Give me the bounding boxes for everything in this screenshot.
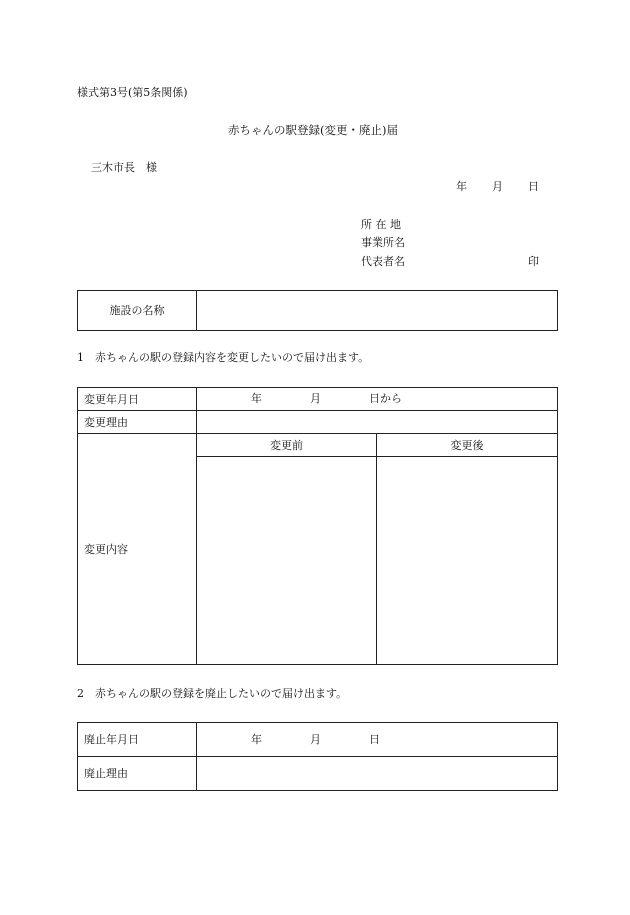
before-change-header: 変更前	[197, 434, 377, 457]
change-date-label: 変更年月日	[78, 388, 197, 411]
abolish-reason-label: 廃止理由	[78, 757, 197, 791]
after-change-field[interactable]	[377, 457, 558, 665]
before-change-field[interactable]	[197, 457, 377, 665]
representative-label: 代表者名	[361, 255, 405, 268]
change-table	[77, 387, 558, 665]
address-label: 所 在 地	[361, 218, 401, 231]
form-number-label: 様式第3号(第5条関係)	[77, 86, 188, 99]
date-month-label: 月	[492, 180, 503, 193]
change-day-label: 日から	[369, 392, 402, 405]
change-date-field[interactable]	[197, 388, 558, 411]
abolish-date-label: 廃止年月日	[78, 723, 197, 757]
facility-name-label: 施設の名称	[78, 291, 197, 331]
change-reason-field[interactable]	[197, 411, 558, 434]
abolish-reason-field[interactable]	[197, 757, 558, 791]
facility-name-field[interactable]	[197, 291, 558, 331]
facility-table	[77, 290, 558, 331]
change-content-label: 変更内容	[78, 434, 197, 665]
date-day-label: 日	[528, 180, 539, 193]
change-month-label: 月	[310, 392, 321, 405]
abolish-year-label: 年	[251, 733, 262, 746]
abolish-table	[77, 722, 558, 791]
office-name-label: 事業所名	[361, 236, 405, 249]
abolish-date-field[interactable]	[197, 723, 558, 757]
after-change-header: 変更後	[377, 434, 558, 457]
section1-heading: 1 赤ちゃんの駅の登録内容を変更したいので届け出ます。	[77, 351, 370, 364]
change-reason-label: 変更理由	[78, 411, 197, 434]
form-title: 赤ちゃんの駅登録(変更・廃止)届	[228, 123, 398, 137]
abolish-day-label: 日	[369, 733, 380, 746]
date-year-label: 年	[456, 180, 467, 193]
section2-heading: 2 赤ちゃんの駅の登録を廃止したいので届け出ます。	[77, 687, 348, 700]
abolish-month-label: 月	[310, 733, 321, 746]
addressee: 三木市長 様	[91, 161, 157, 174]
change-year-label: 年	[251, 392, 262, 405]
seal-mark: 印	[528, 255, 539, 268]
